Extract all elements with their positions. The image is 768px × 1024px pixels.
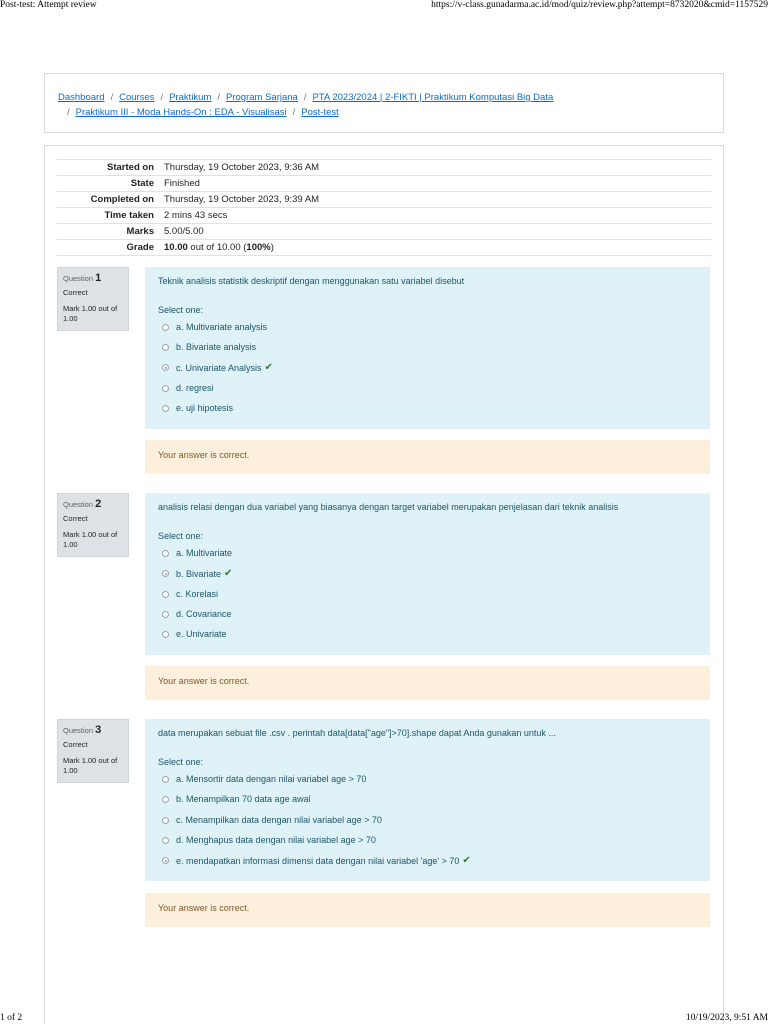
answer-option[interactable] bbox=[162, 815, 382, 825]
answer-option[interactable] bbox=[162, 342, 256, 352]
summary-label: Marks bbox=[126, 226, 154, 237]
breadcrumb-line-1 bbox=[58, 90, 708, 105]
answer-option-label: e. Univariate bbox=[176, 629, 227, 639]
radio-icon[interactable] bbox=[162, 837, 169, 844]
breadcrumb-separator: / bbox=[110, 92, 114, 103]
answer-option-label: e. mendapatkan informasi dimensi data dengan nilai variabel 'age' > 70 bbox=[176, 855, 460, 866]
radio-icon[interactable] bbox=[162, 385, 169, 392]
grade-percent: 100% bbox=[246, 242, 271, 253]
answer-option[interactable] bbox=[162, 629, 227, 639]
answer-option[interactable] bbox=[162, 548, 232, 558]
radio-icon[interactable] bbox=[162, 405, 169, 412]
question-number: 1 bbox=[95, 272, 102, 284]
question-text: analisis relasi dengan dua variabel yang biasanya dengan target variabel merupakan penjelasan dari teknik analisis bbox=[158, 502, 619, 512]
answer-option[interactable] bbox=[162, 609, 232, 619]
answer-option-selected[interactable] bbox=[162, 855, 471, 866]
answer-feedback bbox=[145, 666, 710, 700]
select-one-prompt: Select one: bbox=[158, 531, 204, 541]
answer-option[interactable] bbox=[162, 589, 218, 599]
answer-option-label: b. Bivariate bbox=[176, 568, 222, 579]
answer-option-label: c. Univariate Analysis bbox=[176, 362, 262, 373]
answer-option-label: d. regresi bbox=[176, 383, 214, 393]
answer-feedback bbox=[145, 440, 710, 474]
breadcrumb-separator: / bbox=[217, 92, 221, 103]
breadcrumb-separator: / bbox=[303, 92, 307, 103]
feedback-text: Your answer is correct. bbox=[158, 450, 250, 460]
radio-icon[interactable] bbox=[162, 817, 169, 824]
feedback-text: Your answer is correct. bbox=[158, 676, 250, 686]
question-content bbox=[145, 493, 710, 655]
radio-icon[interactable] bbox=[162, 344, 169, 351]
question-grade: Mark 1.00 out of 1.00 bbox=[63, 530, 118, 549]
answer-option-label: d. Covariance bbox=[176, 609, 232, 619]
summary-value: 5.00/5.00 bbox=[164, 226, 204, 237]
answer-option-label: a. Multivariate bbox=[176, 548, 233, 558]
question-state: Correct bbox=[63, 740, 88, 749]
answer-option-label: d. Menghapus data dengan nilai variabel age > 70 bbox=[176, 835, 376, 845]
radio-icon[interactable] bbox=[162, 570, 169, 577]
answer-option[interactable] bbox=[162, 383, 214, 393]
radio-icon[interactable] bbox=[162, 550, 169, 557]
question-content bbox=[145, 719, 710, 881]
question-state: Correct bbox=[63, 288, 88, 297]
breadcrumb-separator: / bbox=[67, 107, 70, 118]
summary-label: Completed on bbox=[90, 194, 154, 205]
summary-value: Thursday, 19 October 2023, 9:39 AM bbox=[164, 194, 320, 205]
answer-option-label: c. Korelasi bbox=[176, 589, 219, 599]
breadcrumb-separator: / bbox=[160, 92, 164, 103]
summary-row-completed-on bbox=[57, 192, 711, 208]
radio-icon[interactable] bbox=[162, 611, 169, 618]
question-info bbox=[57, 267, 129, 331]
print-page-url: https://v-class.gunadarma.ac.id/mod/quiz/review.php?attempt=8732020&cmid=1157529 bbox=[431, 0, 768, 10]
grade-score: 10.00 bbox=[164, 242, 188, 253]
summary-label: State bbox=[130, 178, 154, 189]
radio-icon[interactable] bbox=[162, 857, 169, 864]
summary-row-time-taken bbox=[57, 208, 711, 224]
answer-feedback bbox=[145, 893, 710, 927]
summary-label: Started on bbox=[107, 162, 154, 173]
print-datetime: 10/19/2023, 9:51 AM bbox=[685, 1013, 768, 1023]
feedback-text: Your answer is correct. bbox=[158, 903, 250, 913]
breadcrumb-item-course[interactable]: PTA 2023/2024 | 2-FIKTI | Praktikum Komputasi Big Data bbox=[312, 92, 554, 103]
answer-option-label: c. Menampilkan data dengan nilai variabel age > 70 bbox=[176, 815, 382, 825]
question-label: Question bbox=[63, 274, 94, 283]
answer-option[interactable] bbox=[162, 794, 311, 804]
summary-value: Thursday, 19 October 2023, 9:36 AM bbox=[164, 162, 320, 173]
summary-row-grade bbox=[57, 240, 711, 256]
question-content bbox=[145, 267, 710, 429]
question-info bbox=[57, 493, 129, 557]
breadcrumb-item-dashboard[interactable]: Dashboard bbox=[58, 92, 105, 103]
question-text: Teknik analisis statistik deskriptif dengan menggunakan satu variabel disebut bbox=[158, 276, 465, 286]
answer-option-label: b. Menampilkan 70 data age awal bbox=[176, 794, 311, 804]
summary-row-state bbox=[57, 176, 711, 192]
check-icon: ✔ bbox=[224, 568, 233, 579]
radio-icon[interactable] bbox=[162, 631, 169, 638]
answer-option-label: b. Bivariate analysis bbox=[176, 342, 257, 352]
answer-option[interactable] bbox=[162, 774, 366, 784]
question-label: Question bbox=[63, 500, 94, 509]
summary-value: 2 mins 43 secs bbox=[164, 210, 228, 221]
question-info bbox=[57, 719, 129, 783]
print-page-title: Post-test: Attempt review bbox=[0, 0, 97, 10]
breadcrumb-item-courses[interactable]: Courses bbox=[119, 92, 155, 103]
summary-row-started-on bbox=[57, 160, 711, 176]
radio-icon[interactable] bbox=[162, 591, 169, 598]
answer-option-selected[interactable] bbox=[162, 362, 273, 373]
radio-icon[interactable] bbox=[162, 364, 169, 371]
answer-option-label: a. Mensortir data dengan nilai variabel age > 70 bbox=[176, 774, 367, 784]
radio-icon[interactable] bbox=[162, 776, 169, 783]
print-footer bbox=[0, 1013, 768, 1023]
summary-value: Finished bbox=[164, 178, 200, 189]
answer-option-label: e. uji hipotesis bbox=[176, 403, 234, 413]
radio-icon[interactable] bbox=[162, 796, 169, 803]
breadcrumb-item-post-test[interactable]: Post-test bbox=[301, 107, 339, 118]
summary-value bbox=[159, 240, 711, 256]
answer-option[interactable] bbox=[162, 322, 267, 332]
breadcrumb bbox=[58, 90, 708, 120]
question-grade: Mark 1.00 out of 1.00 bbox=[63, 304, 118, 323]
breadcrumb-item-program-sarjana[interactable]: Program Sarjana bbox=[226, 92, 298, 103]
breadcrumb-item-praktikum[interactable]: Praktikum bbox=[169, 92, 212, 103]
question-grade: Mark 1.00 out of 1.00 bbox=[63, 756, 118, 775]
summary-label: Grade bbox=[126, 242, 154, 253]
breadcrumb-separator: / bbox=[292, 107, 296, 118]
breadcrumb-item-section[interactable]: Praktikum III - Moda Hands-On : EDA - Visualisasi bbox=[75, 107, 287, 118]
check-icon: ✔ bbox=[462, 855, 471, 866]
breadcrumb-line-2 bbox=[58, 105, 708, 120]
question-number: 3 bbox=[95, 724, 102, 736]
question-number: 2 bbox=[95, 498, 102, 510]
answer-option-label: a. Multivariate analysis bbox=[176, 322, 268, 332]
question-state: Correct bbox=[63, 514, 88, 523]
print-header bbox=[0, 0, 768, 10]
attempt-summary-table bbox=[57, 159, 711, 256]
summary-row-marks bbox=[57, 224, 711, 240]
grade-out-of: out of 10.00 ( bbox=[187, 242, 247, 253]
select-one-prompt: Select one: bbox=[158, 757, 204, 767]
breadcrumb-card bbox=[44, 73, 724, 133]
answer-option-selected[interactable] bbox=[162, 568, 232, 579]
question-text: data merupakan sebuat file .csv . perintah data[data["age"]>70].shape dapat Anda gunakan untuk ... bbox=[158, 728, 556, 738]
answer-option[interactable] bbox=[162, 403, 233, 413]
summary-label: Time taken bbox=[104, 210, 154, 221]
question-label: Question bbox=[63, 726, 94, 735]
radio-icon[interactable] bbox=[162, 324, 169, 331]
answer-option[interactable] bbox=[162, 835, 376, 845]
grade-close: ) bbox=[270, 242, 274, 253]
select-one-prompt: Select one: bbox=[158, 305, 204, 315]
check-icon: ✔ bbox=[264, 362, 273, 373]
print-page-number: 1 of 2 bbox=[0, 1013, 23, 1023]
